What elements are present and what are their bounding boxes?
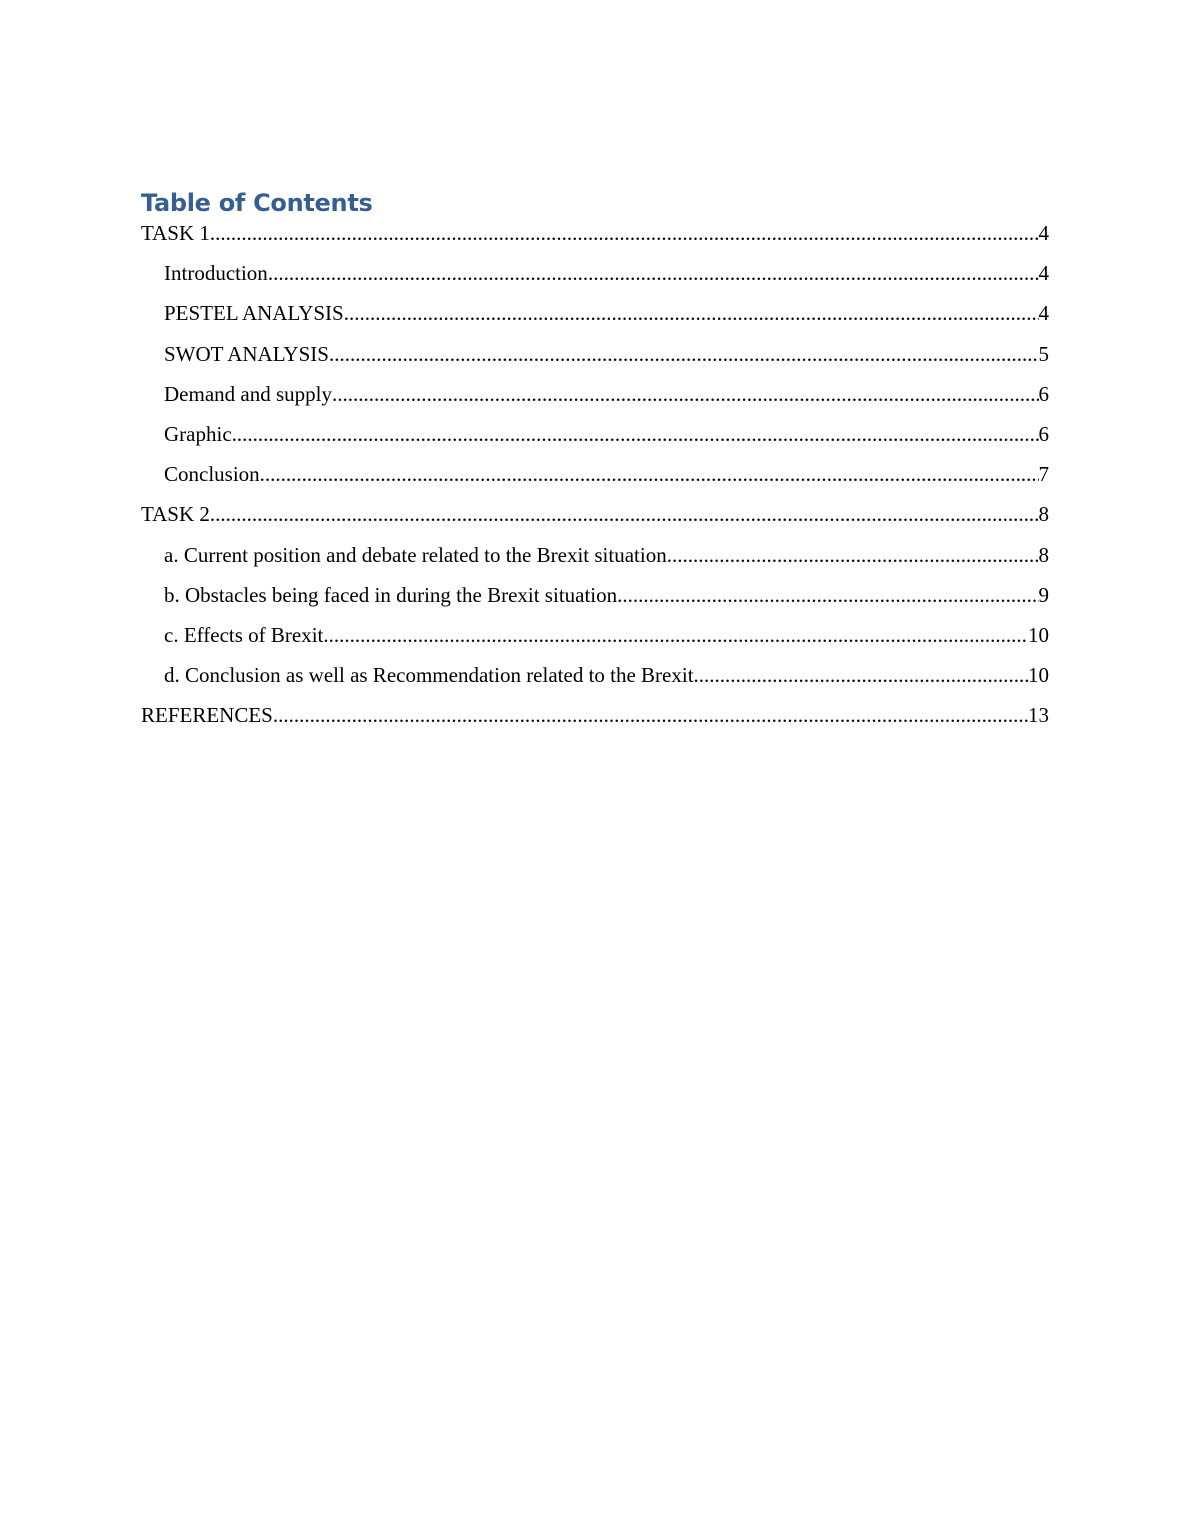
dot-leader (210, 221, 1039, 246)
toc-entry-label: REFERENCES (141, 703, 273, 728)
toc-entry-label: TASK 2 (141, 502, 210, 527)
toc-entry-task-2[interactable] (141, 502, 1049, 542)
toc-entry-page: 4 (1038, 301, 1049, 326)
toc-list (141, 221, 1049, 743)
toc-entry-label: b. Obstacles being faced in during the Brexit situation (164, 582, 618, 607)
toc-entry-obstacles[interactable] (141, 583, 1049, 623)
toc-entry-demand-and-supply[interactable] (141, 382, 1049, 422)
table-of-contents (141, 185, 1049, 743)
toc-entry-label: Introduction (164, 261, 268, 286)
toc-title: Table of Contents (141, 189, 373, 217)
toc-entry-label: Conclusion (164, 462, 260, 487)
toc-entry-page: 6 (1038, 381, 1049, 406)
toc-entry-page: 4 (1038, 221, 1049, 245)
dot-leader (617, 583, 1038, 608)
dot-leader (210, 502, 1039, 527)
toc-entry-references[interactable] (141, 703, 1049, 743)
toc-entry-page: 5 (1038, 341, 1049, 366)
toc-entry-conclusion-recommendation[interactable] (141, 663, 1049, 703)
toc-entry-page: 10 (1028, 663, 1049, 688)
toc-entry-page: 6 (1038, 421, 1049, 446)
toc-entry-graphic[interactable] (141, 422, 1049, 462)
toc-entry-label: d. Conclusion as well as Recommendation related to the Brexit (164, 663, 694, 688)
toc-entry-page: 8 (1038, 542, 1049, 567)
dot-leader (232, 422, 1039, 447)
toc-entry-label: Graphic (164, 421, 232, 446)
dot-leader (273, 703, 1028, 728)
toc-entry-label: TASK 1 (141, 221, 210, 245)
dot-leader (694, 663, 1028, 688)
toc-entry-page: 4 (1038, 261, 1049, 286)
toc-entry-page: 13 (1028, 703, 1049, 728)
toc-entry-label: SWOT ANALYSIS (164, 341, 329, 366)
toc-entry-page: 8 (1038, 502, 1049, 527)
toc-entry-label: a. Current position and debate related to the Brexit situation (164, 542, 667, 567)
toc-entry-pestel-analysis[interactable] (141, 301, 1049, 341)
toc-entry-label: PESTEL ANALYSIS (164, 301, 344, 326)
toc-entry-conclusion[interactable] (141, 462, 1049, 502)
toc-entry-task-1[interactable] (141, 221, 1049, 261)
dot-leader (268, 261, 1039, 286)
toc-entry-page: 10 (1028, 622, 1049, 647)
dot-leader (332, 382, 1039, 407)
toc-entry-label: c. Effects of Brexit (164, 622, 324, 647)
dot-leader (260, 462, 1039, 487)
toc-entry-label: Demand and supply (164, 381, 332, 406)
toc-entry-page: 7 (1038, 462, 1049, 487)
toc-entry-current-position[interactable] (141, 543, 1049, 583)
toc-entry-introduction[interactable] (141, 261, 1049, 301)
dot-leader (323, 623, 1028, 648)
toc-entry-page: 9 (1038, 582, 1049, 607)
toc-entry-swot-analysis[interactable] (141, 342, 1049, 382)
dot-leader (667, 543, 1039, 568)
dot-leader (344, 301, 1039, 326)
dot-leader (329, 342, 1039, 367)
toc-entry-effects-of-brexit[interactable] (141, 623, 1049, 663)
